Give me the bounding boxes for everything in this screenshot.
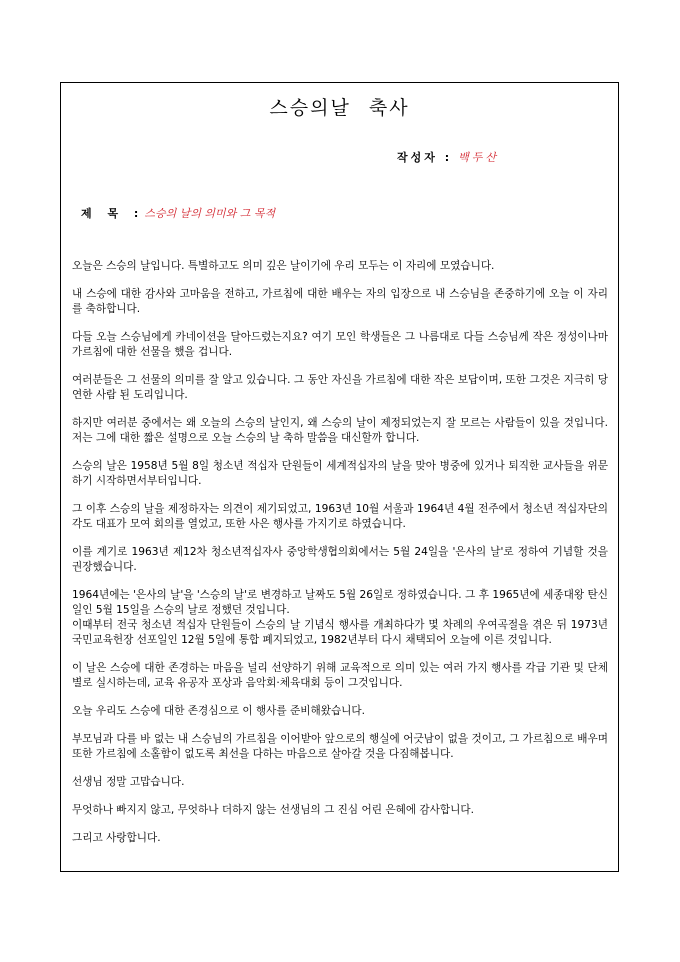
paragraph: 여러분들은 그 선물의 의미를 잘 알고 있습니다. 그 동안 자신을 가르침에 대한 작은 보답이며, 또한 그것은 지극히 당연한 사람 된 도리입니다. (72, 374, 608, 401)
speech-body (72, 259, 608, 859)
paragraph: 오늘 우리도 스승에 대한 존경심으로 이 행사를 준비해왔습니다. (72, 705, 366, 717)
paragraph: 하지만 여러분 중에서는 왜 오늘의 스승의 날인지, 왜 스승의 날이 제정되었는지 잘 모르는 사람들이 있을 것입니다. 저는 그에 대한 짧은 설명으로 오늘 스승의 날 축하 말씀을 대신할까 합니다. (72, 417, 608, 444)
paragraph: 부모님과 다를 바 없는 내 스승님의 가르침을 이어받아 앞으로의 행실에 어긋남이 없을 것이고, 그 가르침으로 배우며 또한 가르침에 소홀함이 없도록 최선을 다하는 마음으로 살아갈 것을 다짐해봅니다. (72, 733, 608, 760)
paragraph: 오늘은 스승의 날입니다. 특별하고도 의미 깊은 날이기에 우리 모두는 이 자리에 모였습니다. (72, 260, 495, 272)
document-frame (60, 82, 619, 872)
paragraph: 1964년에는 '은사의 날'을 '스승의 날'로 변경하고 날짜도 5월 26일로 정하였습니다. 그 후 1965년에 세종대왕 탄신일인 5월 15일을 스승의 날로 정했던 것입니다. (72, 589, 608, 616)
subject-line (81, 205, 275, 221)
paragraph: 선생님 정말 고맙습니다. (72, 776, 185, 788)
paragraph: 그리고 사랑합니다. (72, 832, 161, 844)
paragraph: 이때부터 전국 청소년 적십자 단원들이 스승의 날 기념식 행사를 개최하다가 몇 차례의 우여곡절을 겪은 뒤 1973년 국민교육헌장 선포일인 12월 5일에 통합 폐지되었고, 1982년부터 다시 채택되어 오늘에 이른 것입니다. (72, 619, 608, 646)
paragraph: 이를 계기로 1963년 제12차 청소년적십자사 중앙학생협의회에서는 5월 24일을 '은사의 날'로 정하여 기념할 것을 권장했습니다. (72, 546, 608, 573)
author-label: 작성자 : (397, 151, 453, 164)
paragraph: 스승의 날은 1958년 5월 8일 청소년 적십자 단원들이 세계적십자의 날을 맞아 병중에 있거나 퇴직한 교사들을 위문하기 시작하면서부터입니다. (72, 460, 608, 487)
paragraph: 다들 오늘 스승님에게 카네이션을 달아드렸는지요? 여기 모인 학생들은 그 나름대로 다들 스승님께 작은 정성이나마 가르침에 대한 선물을 했을 겁니다. (72, 331, 608, 358)
paragraph: 이 날은 스승에 대한 존경하는 마음을 널리 선양하기 위해 교육적으로 의미 있는 여러 가지 행사를 각급 기관 및 단체별로 실시하는데, 교육 유공자 포상과 음악회·체육대회 등이 그것입니다. (72, 662, 608, 689)
subject-value: 스승의 날의 의미와 그 목적 (144, 207, 276, 220)
subject-label: 제 목 : (81, 207, 139, 220)
author-name: 백두산 (458, 151, 499, 164)
author-line (397, 149, 499, 165)
paragraph: 그 이후 스승의 날을 제정하자는 의견이 제기되었고, 1963년 10월 서울과 1964년 4월 전주에서 청소년 적십자단의 각도 대표가 모여 회의를 열었고, 또한 사은 행사를 가지기로 하였습니다. (72, 503, 608, 530)
document-title: 스승의날 축사 (269, 97, 410, 119)
paragraph: 내 스승에 대한 감사와 고마움을 전하고, 가르침에 대한 배우는 자의 입장으로 내 스승님을 존중하기에 오늘 이 자리를 축하합니다. (72, 288, 608, 315)
paragraph: 무엇하나 빠지지 않고, 무엇하나 더하지 않는 선생님의 그 진심 어린 은혜에 감사합니다. (72, 804, 474, 816)
